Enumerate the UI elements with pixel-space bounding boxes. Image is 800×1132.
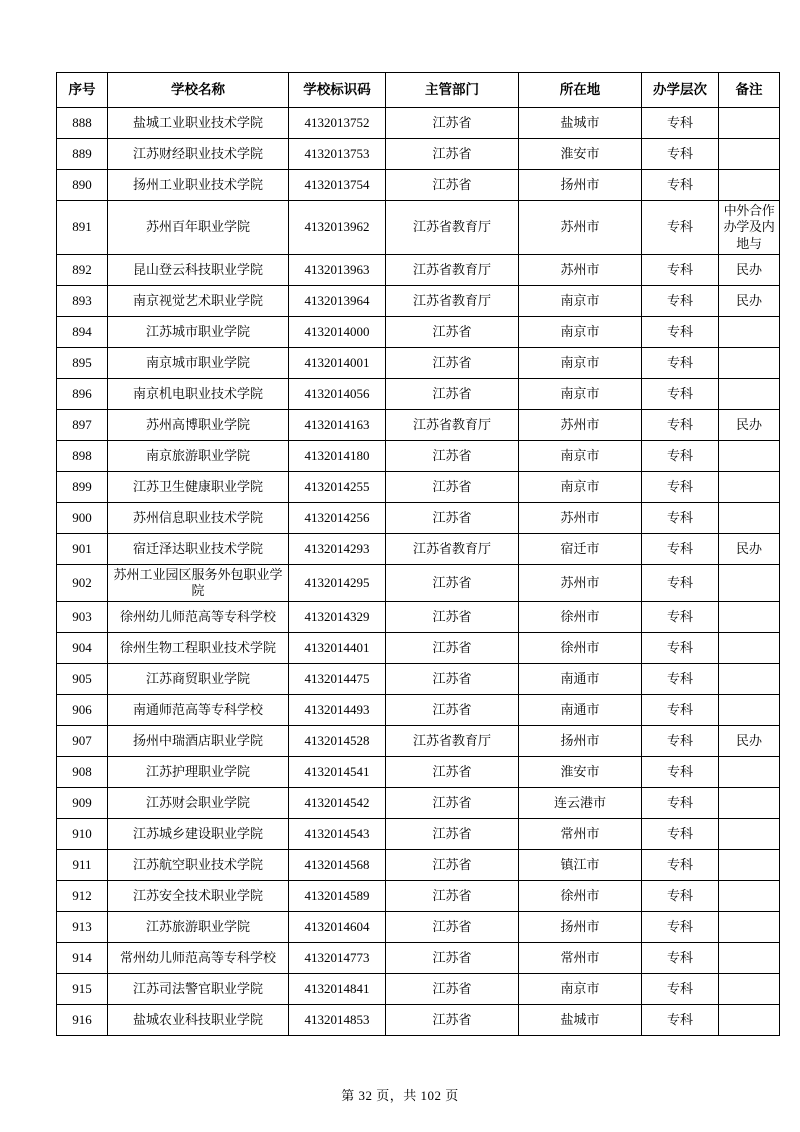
- cell-note: [719, 170, 780, 201]
- cell-location: 镇江市: [519, 850, 642, 881]
- cell-note: 民办: [719, 254, 780, 285]
- cell-seq: 888: [57, 108, 108, 139]
- column-header-note: 备注: [719, 73, 780, 108]
- cell-seq: 892: [57, 254, 108, 285]
- cell-note: [719, 819, 780, 850]
- cell-school-name: 南京视觉艺术职业学院: [108, 285, 289, 316]
- cell-location: 南京市: [519, 285, 642, 316]
- cell-location: 宿迁市: [519, 533, 642, 564]
- cell-school-code: 4132014841: [289, 974, 386, 1005]
- cell-note: [719, 1005, 780, 1036]
- table-row: [57, 757, 780, 788]
- cell-department: 江苏省: [386, 850, 519, 881]
- table-row: [57, 788, 780, 819]
- table-row: [57, 1005, 780, 1036]
- cell-school-name: 徐州幼儿师范高等专科学校: [108, 602, 289, 633]
- cell-school-code: 4132014542: [289, 788, 386, 819]
- table-row: [57, 170, 780, 201]
- cell-level: 专科: [642, 440, 719, 471]
- table-row: [57, 974, 780, 1005]
- cell-level: 专科: [642, 108, 719, 139]
- table-row: [57, 943, 780, 974]
- table-row: [57, 602, 780, 633]
- cell-note: [719, 850, 780, 881]
- cell-level: 专科: [642, 409, 719, 440]
- cell-location: 南京市: [519, 974, 642, 1005]
- cell-note: 中外合作办学及内地与: [719, 201, 780, 255]
- cell-note: [719, 440, 780, 471]
- cell-department: 江苏省: [386, 347, 519, 378]
- cell-school-name: 徐州生物工程职业技术学院: [108, 633, 289, 664]
- cell-school-name: 南京旅游职业学院: [108, 440, 289, 471]
- cell-department: 江苏省: [386, 943, 519, 974]
- cell-location: 盐城市: [519, 108, 642, 139]
- cell-school-name: 南京城市职业学院: [108, 347, 289, 378]
- cell-level: 专科: [642, 726, 719, 757]
- table-body: [57, 108, 780, 1036]
- cell-level: 专科: [642, 788, 719, 819]
- cell-department: 江苏省教育厅: [386, 254, 519, 285]
- cell-seq: 916: [57, 1005, 108, 1036]
- cell-school-code: 4132014256: [289, 502, 386, 533]
- cell-note: [719, 139, 780, 170]
- table-row: [57, 471, 780, 502]
- cell-note: [719, 757, 780, 788]
- cell-department: 江苏省: [386, 881, 519, 912]
- cell-department: 江苏省: [386, 316, 519, 347]
- cell-note: [719, 943, 780, 974]
- cell-school-name: 苏州工业园区服务外包职业学院: [108, 564, 289, 602]
- cell-school-code: 4132014255: [289, 471, 386, 502]
- cell-seq: 889: [57, 139, 108, 170]
- cell-school-code: 4132014163: [289, 409, 386, 440]
- cell-note: [719, 564, 780, 602]
- cell-department: 江苏省教育厅: [386, 533, 519, 564]
- cell-location: 徐州市: [519, 602, 642, 633]
- cell-school-code: 4132014493: [289, 695, 386, 726]
- cell-department: 江苏省: [386, 819, 519, 850]
- cell-seq: 911: [57, 850, 108, 881]
- cell-seq: 905: [57, 664, 108, 695]
- cell-school-code: 4132013964: [289, 285, 386, 316]
- cell-level: 专科: [642, 664, 719, 695]
- cell-school-name: 宿迁泽达职业技术学院: [108, 533, 289, 564]
- cell-school-name: 昆山登云科技职业学院: [108, 254, 289, 285]
- cell-school-code: 4132014293: [289, 533, 386, 564]
- cell-seq: 907: [57, 726, 108, 757]
- cell-location: 南京市: [519, 471, 642, 502]
- cell-school-name: 江苏财经职业技术学院: [108, 139, 289, 170]
- cell-location: 苏州市: [519, 201, 642, 255]
- cell-level: 专科: [642, 254, 719, 285]
- cell-school-code: 4132013754: [289, 170, 386, 201]
- cell-school-name: 苏州信息职业技术学院: [108, 502, 289, 533]
- cell-note: [719, 471, 780, 502]
- cell-department: 江苏省教育厅: [386, 201, 519, 255]
- cell-note: [719, 602, 780, 633]
- cell-school-code: 4132014180: [289, 440, 386, 471]
- cell-school-name: 盐城工业职业技术学院: [108, 108, 289, 139]
- cell-seq: 894: [57, 316, 108, 347]
- cell-school-code: 4132013753: [289, 139, 386, 170]
- school-list-table: [56, 72, 780, 1036]
- cell-school-name: 南通师范高等专科学校: [108, 695, 289, 726]
- cell-department: 江苏省: [386, 664, 519, 695]
- table-row: [57, 409, 780, 440]
- cell-level: 专科: [642, 974, 719, 1005]
- cell-seq: 901: [57, 533, 108, 564]
- cell-school-name: 苏州高博职业学院: [108, 409, 289, 440]
- cell-level: 专科: [642, 695, 719, 726]
- cell-note: 民办: [719, 285, 780, 316]
- cell-seq: 899: [57, 471, 108, 502]
- table-row: [57, 201, 780, 255]
- cell-location: 南京市: [519, 440, 642, 471]
- cell-department: 江苏省: [386, 170, 519, 201]
- cell-location: 盐城市: [519, 1005, 642, 1036]
- cell-note: [719, 378, 780, 409]
- cell-note: [719, 108, 780, 139]
- cell-location: 连云港市: [519, 788, 642, 819]
- cell-level: 专科: [642, 912, 719, 943]
- cell-school-name: 江苏财会职业学院: [108, 788, 289, 819]
- cell-department: 江苏省: [386, 108, 519, 139]
- cell-note: [719, 502, 780, 533]
- column-header-seq: 序号: [57, 73, 108, 108]
- cell-note: [719, 664, 780, 695]
- table-row: [57, 726, 780, 757]
- table-row: [57, 664, 780, 695]
- cell-department: 江苏省: [386, 502, 519, 533]
- cell-school-name: 江苏城乡建设职业学院: [108, 819, 289, 850]
- cell-school-code: 4132014853: [289, 1005, 386, 1036]
- cell-level: 专科: [642, 943, 719, 974]
- cell-note: [719, 788, 780, 819]
- cell-location: 南京市: [519, 316, 642, 347]
- cell-school-name: 江苏旅游职业学院: [108, 912, 289, 943]
- cell-seq: 915: [57, 974, 108, 1005]
- cell-note: 民办: [719, 726, 780, 757]
- table-row: [57, 440, 780, 471]
- cell-seq: 910: [57, 819, 108, 850]
- table-row: [57, 139, 780, 170]
- table-row: [57, 881, 780, 912]
- cell-school-name: 江苏城市职业学院: [108, 316, 289, 347]
- cell-department: 江苏省: [386, 633, 519, 664]
- cell-seq: 906: [57, 695, 108, 726]
- cell-department: 江苏省: [386, 788, 519, 819]
- cell-seq: 890: [57, 170, 108, 201]
- table-row: [57, 850, 780, 881]
- cell-school-code: 4132013962: [289, 201, 386, 255]
- cell-level: 专科: [642, 471, 719, 502]
- cell-department: 江苏省: [386, 757, 519, 788]
- cell-level: 专科: [642, 564, 719, 602]
- cell-level: 专科: [642, 201, 719, 255]
- cell-location: 淮安市: [519, 757, 642, 788]
- cell-department: 江苏省: [386, 139, 519, 170]
- cell-seq: 914: [57, 943, 108, 974]
- cell-location: 徐州市: [519, 881, 642, 912]
- cell-level: 专科: [642, 602, 719, 633]
- cell-seq: 897: [57, 409, 108, 440]
- cell-school-code: 4132014329: [289, 602, 386, 633]
- cell-seq: 893: [57, 285, 108, 316]
- table-row: [57, 564, 780, 602]
- cell-location: 扬州市: [519, 912, 642, 943]
- cell-school-name: 常州幼儿师范高等专科学校: [108, 943, 289, 974]
- cell-school-name: 南京机电职业技术学院: [108, 378, 289, 409]
- cell-note: [719, 912, 780, 943]
- cell-note: [719, 695, 780, 726]
- cell-school-code: 4132014589: [289, 881, 386, 912]
- cell-school-code: 4132014475: [289, 664, 386, 695]
- cell-department: 江苏省教育厅: [386, 409, 519, 440]
- cell-note: [719, 347, 780, 378]
- cell-note: 民办: [719, 409, 780, 440]
- cell-school-code: 4132014401: [289, 633, 386, 664]
- column-header-level: 办学层次: [642, 73, 719, 108]
- cell-level: 专科: [642, 850, 719, 881]
- cell-location: 常州市: [519, 819, 642, 850]
- cell-level: 专科: [642, 1005, 719, 1036]
- cell-seq: 908: [57, 757, 108, 788]
- cell-level: 专科: [642, 139, 719, 170]
- cell-level: 专科: [642, 881, 719, 912]
- cell-school-name: 江苏商贸职业学院: [108, 664, 289, 695]
- cell-school-code: 4132014543: [289, 819, 386, 850]
- cell-note: [719, 881, 780, 912]
- column-header-school-name: 学校名称: [108, 73, 289, 108]
- cell-note: 民办: [719, 533, 780, 564]
- page-footer: 第 32 页，共 102 页: [341, 1088, 459, 1103]
- table-row: [57, 285, 780, 316]
- cell-level: 专科: [642, 502, 719, 533]
- cell-level: 专科: [642, 170, 719, 201]
- cell-school-name: 江苏航空职业技术学院: [108, 850, 289, 881]
- cell-level: 专科: [642, 316, 719, 347]
- cell-school-name: 扬州中瑞酒店职业学院: [108, 726, 289, 757]
- cell-level: 专科: [642, 285, 719, 316]
- cell-department: 江苏省: [386, 602, 519, 633]
- table-header-row: [57, 73, 780, 108]
- cell-school-code: 4132013752: [289, 108, 386, 139]
- cell-seq: 902: [57, 564, 108, 602]
- table-row: [57, 347, 780, 378]
- cell-department: 江苏省: [386, 440, 519, 471]
- cell-seq: 896: [57, 378, 108, 409]
- cell-department: 江苏省: [386, 1005, 519, 1036]
- cell-department: 江苏省: [386, 564, 519, 602]
- cell-school-name: 江苏护理职业学院: [108, 757, 289, 788]
- cell-school-code: 4132014001: [289, 347, 386, 378]
- column-header-department: 主管部门: [386, 73, 519, 108]
- cell-level: 专科: [642, 819, 719, 850]
- cell-location: 常州市: [519, 943, 642, 974]
- cell-location: 南京市: [519, 378, 642, 409]
- column-header-location: 所在地: [519, 73, 642, 108]
- cell-seq: 900: [57, 502, 108, 533]
- cell-location: 苏州市: [519, 564, 642, 602]
- cell-location: 徐州市: [519, 633, 642, 664]
- cell-level: 专科: [642, 378, 719, 409]
- cell-school-code: 4132014056: [289, 378, 386, 409]
- table-row: [57, 316, 780, 347]
- cell-seq: 895: [57, 347, 108, 378]
- cell-location: 淮安市: [519, 139, 642, 170]
- table-row: [57, 633, 780, 664]
- cell-school-name: 江苏安全技术职业学院: [108, 881, 289, 912]
- cell-note: [719, 974, 780, 1005]
- cell-school-name: 扬州工业职业技术学院: [108, 170, 289, 201]
- cell-department: 江苏省: [386, 912, 519, 943]
- cell-location: 苏州市: [519, 254, 642, 285]
- table-row: [57, 819, 780, 850]
- cell-location: 南通市: [519, 695, 642, 726]
- cell-level: 专科: [642, 757, 719, 788]
- cell-location: 南京市: [519, 347, 642, 378]
- cell-school-code: 4132014541: [289, 757, 386, 788]
- cell-seq: 912: [57, 881, 108, 912]
- cell-seq: 909: [57, 788, 108, 819]
- cell-location: 苏州市: [519, 409, 642, 440]
- cell-department: 江苏省教育厅: [386, 285, 519, 316]
- cell-seq: 904: [57, 633, 108, 664]
- table-row: [57, 254, 780, 285]
- table-row: [57, 695, 780, 726]
- cell-location: 扬州市: [519, 170, 642, 201]
- table-header: [57, 73, 780, 108]
- cell-seq: 903: [57, 602, 108, 633]
- column-header-school-code: 学校标识码: [289, 73, 386, 108]
- cell-note: [719, 316, 780, 347]
- table-row: [57, 533, 780, 564]
- cell-department: 江苏省: [386, 695, 519, 726]
- cell-school-name: 苏州百年职业学院: [108, 201, 289, 255]
- cell-school-code: 4132014295: [289, 564, 386, 602]
- cell-department: 江苏省: [386, 471, 519, 502]
- table-row: [57, 502, 780, 533]
- table-row: [57, 912, 780, 943]
- cell-school-name: 江苏司法警官职业学院: [108, 974, 289, 1005]
- cell-location: 苏州市: [519, 502, 642, 533]
- cell-department: 江苏省: [386, 974, 519, 1005]
- cell-note: [719, 633, 780, 664]
- cell-level: 专科: [642, 533, 719, 564]
- table-row: [57, 378, 780, 409]
- cell-location: 南通市: [519, 664, 642, 695]
- cell-school-code: 4132014773: [289, 943, 386, 974]
- cell-school-code: 4132014604: [289, 912, 386, 943]
- cell-school-code: 4132014568: [289, 850, 386, 881]
- cell-level: 专科: [642, 633, 719, 664]
- cell-seq: 891: [57, 201, 108, 255]
- cell-department: 江苏省教育厅: [386, 726, 519, 757]
- cell-school-name: 江苏卫生健康职业学院: [108, 471, 289, 502]
- table-row: [57, 108, 780, 139]
- cell-school-code: 4132013963: [289, 254, 386, 285]
- cell-school-name: 盐城农业科技职业学院: [108, 1005, 289, 1036]
- cell-department: 江苏省: [386, 378, 519, 409]
- cell-school-code: 4132014000: [289, 316, 386, 347]
- cell-school-code: 4132014528: [289, 726, 386, 757]
- cell-location: 扬州市: [519, 726, 642, 757]
- cell-level: 专科: [642, 347, 719, 378]
- cell-seq: 913: [57, 912, 108, 943]
- cell-seq: 898: [57, 440, 108, 471]
